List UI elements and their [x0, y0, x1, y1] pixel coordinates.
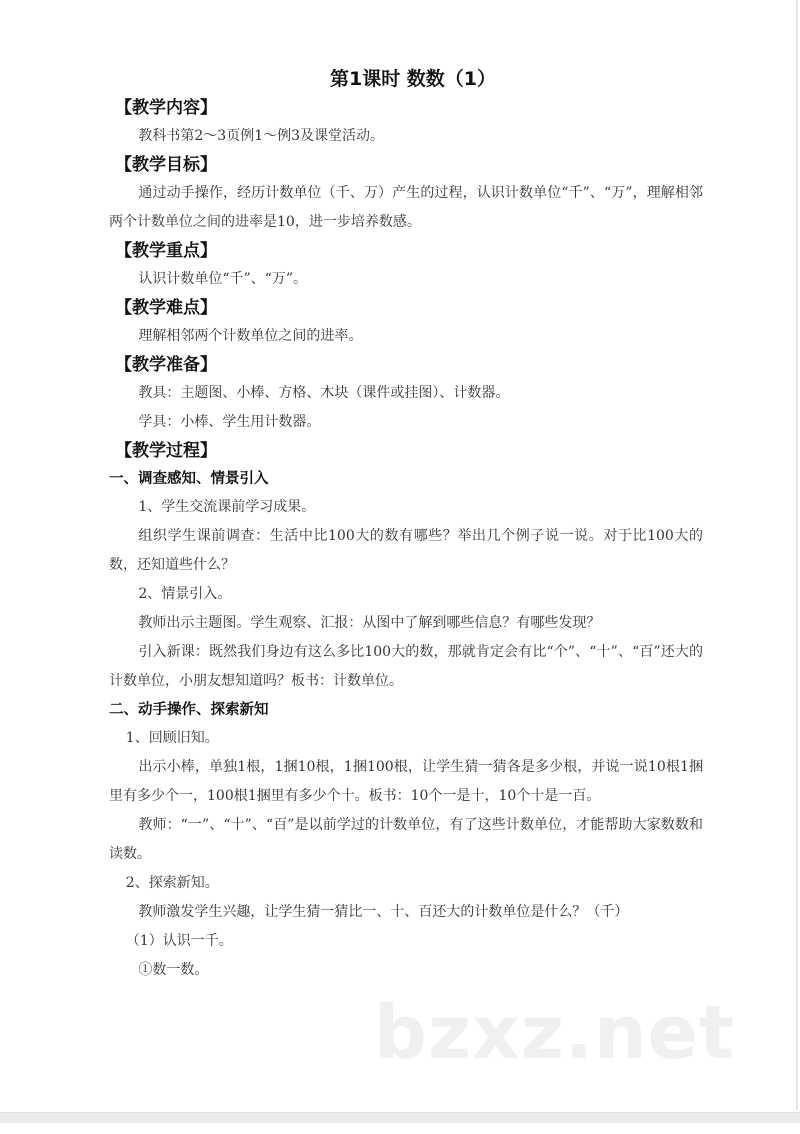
paragraph: 1、学生交流课前学习成果。	[138, 499, 316, 515]
section-heading-difficulties: 【教学难点】	[115, 298, 217, 318]
section-heading-content: 【教学内容】	[115, 98, 217, 118]
paragraph: 学具：小棒、学生用计数器。	[138, 414, 321, 430]
section-heading-process: 【教学过程】	[115, 441, 217, 461]
paragraph: 教科书第2～3页例1～例3及课堂活动。	[138, 128, 385, 144]
paragraph: 教师出示主题图。学生观察、汇报：从图中了解到哪些信息？有哪些发现？	[138, 615, 601, 631]
document-content	[109, 64, 703, 985]
paragraph: 理解相邻两个计数单位之间的进率。	[138, 328, 363, 344]
paragraph: 引入新课：既然我们身边有这么多比100大的数，那就肯定会有比“个”、“十”、“百”还大的计数单位，小朋友想知道吗？板书：计数单位。	[109, 644, 703, 689]
section-heading-preparation: 【教学准备】	[115, 355, 217, 375]
paragraph: 2、情景引入。	[138, 586, 232, 602]
page-separator	[0, 1112, 800, 1123]
paragraph: 教具：主题图、小棒、方格、木块（课件或挂图）、计数器。	[138, 385, 510, 401]
document-title: 第1课时 数数（1）	[329, 68, 497, 90]
paragraph: 教师：“一”、“十”、“百”是以前学过的计数单位，有了这些计数单位，才能帮助大家数数和读数。	[109, 817, 703, 862]
process-part2-heading: 二、动手操作、探索新知	[109, 702, 269, 718]
section-heading-objectives: 【教学目标】	[115, 155, 217, 175]
paragraph: ①数一数。	[138, 962, 209, 978]
paragraph: 2、探索新知。	[125, 875, 219, 891]
process-part1-heading: 一、调查感知、情景引入	[109, 471, 269, 487]
paragraph: 组织学生课前调查：生活中比100大的数有哪些？举出几个例子说一说。对于比100大的数，还知道些什么？	[109, 528, 703, 573]
paragraph: （1）认识一千。	[125, 933, 233, 949]
paragraph: 出示小棒，单独1根，1捆10根，1捆100根，让学生猜一猜各是多少根，并说一说10根1捆里有多少个一，100根1捆里有多少个十。板书：10个一是十，10个十是一百。	[109, 759, 703, 804]
paragraph: 认识计数单位“千”、“万”。	[138, 271, 308, 287]
watermark: bzxz.net	[374, 990, 736, 1076]
section-heading-key-points: 【教学重点】	[115, 241, 217, 261]
paragraph: 1、回顾旧知。	[125, 730, 219, 746]
paragraph: 教师激发学生兴趣，让学生猜一猜比一、十、百还大的计数单位是什么？（千）	[138, 904, 629, 920]
paragraph: 通过动手操作，经历计数单位（千、万）产生的过程，认识计数单位“千”、“万”，理解相邻两个计数单位之间的进率是10，进一步培养数感。	[109, 185, 703, 230]
